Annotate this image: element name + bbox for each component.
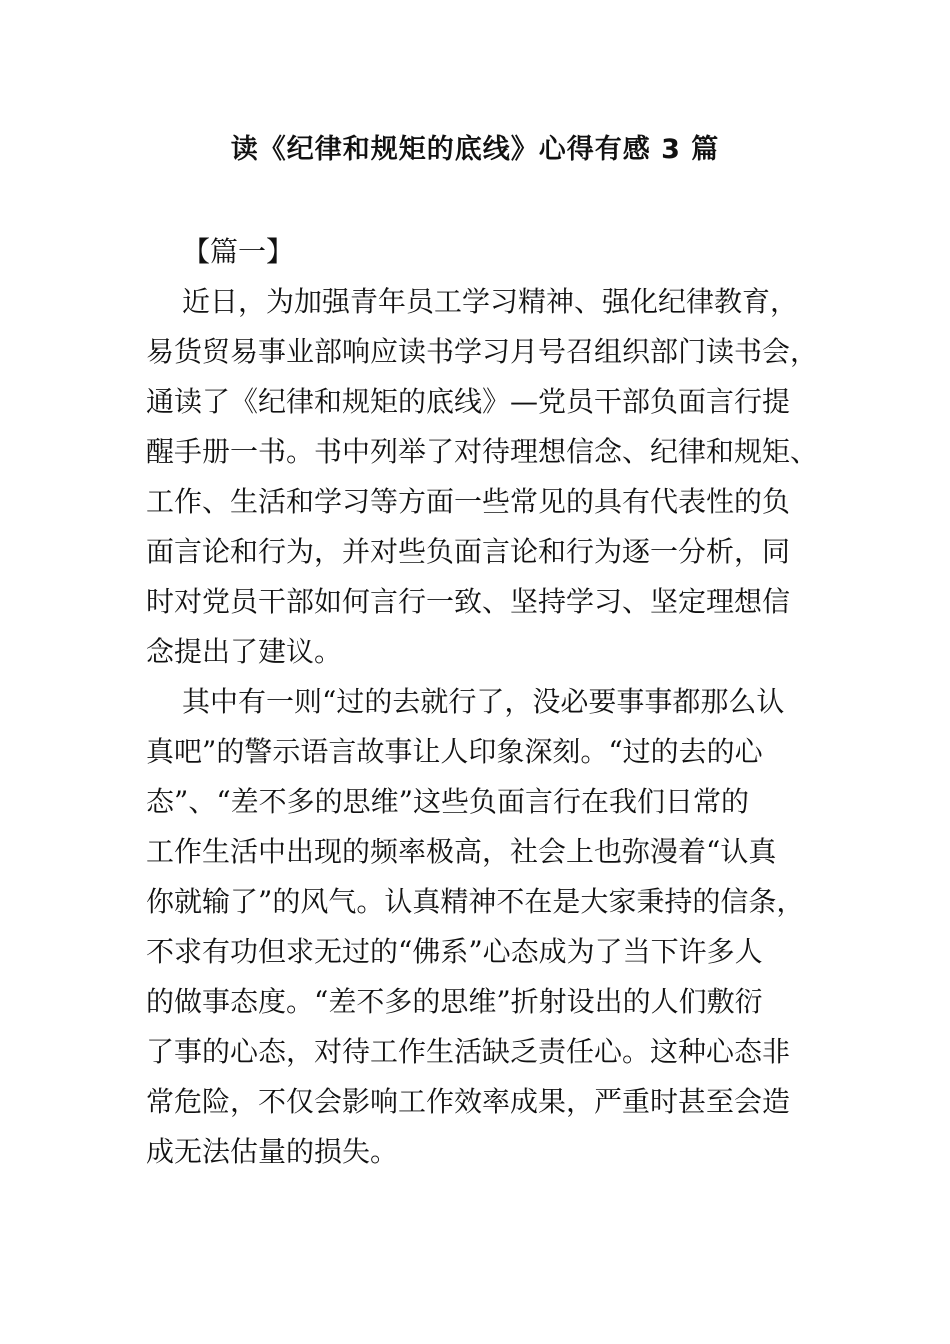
paragraph-line: 了事的心态，对待工作生活缺乏责任心。这种心态非 [146, 1035, 791, 1068]
paragraph-line: 面言论和行为，并对些负面言论和行为逐一分析，同 [146, 535, 791, 568]
paragraph-line: 的做事态度。“差不多的思维”折射设出的人们敷衍 [146, 985, 763, 1018]
paragraph-line: 态”、“差不多的思维”这些负面言行在我们日常的 [146, 785, 749, 818]
paragraph-line: 真吧”的警示语言故事让人印象深刻。“过的去的心 [146, 735, 763, 768]
section-heading: 【篇一】 [182, 235, 295, 268]
paragraph-2 [146, 677, 818, 1177]
paragraph-line: 工作生活中出现的频率极高，社会上也弥漫着“认真 [146, 835, 777, 868]
paragraph-line: 通读了《纪律和规矩的底线》—党员干部负面言行提 [146, 385, 791, 418]
paragraph-line: 工作、生活和学习等方面一些常见的具有代表性的负 [146, 485, 791, 518]
paragraph-line: 你就输了”的风气。认真精神不在是大家秉持的信条， [146, 885, 805, 918]
paragraph-line: 易货贸易事业部响应读书学习月号召组织部门读书会， [146, 335, 819, 368]
paragraph-line: 念提出了建议。 [146, 635, 343, 668]
paragraph-1 [146, 277, 818, 677]
paragraph-line: 常危险，不仅会影响工作效率成果，严重时甚至会造 [146, 1085, 791, 1118]
paragraph-line: 时对党员干部如何言行一致、坚持学习、坚定理想信 [146, 585, 791, 618]
paragraph-line: 其中有一则“过的去就行了，没必要事事都那么认 [182, 685, 785, 718]
paragraph-line: 不求有功但求无过的“佛系”心态成为了当下许多人 [146, 935, 763, 968]
document-title: 读《纪律和规矩的底线》心得有感 3 篇 [230, 134, 720, 165]
paragraph-line: 醒手册一书。书中列举了对待理想信念、纪律和规矩、 [146, 435, 819, 468]
paragraph-line: 成无法估量的损失。 [146, 1135, 399, 1168]
paragraph-line: 近日，为加强青年员工学习精神、强化纪律教育， [182, 285, 799, 318]
document-body [146, 227, 818, 1177]
